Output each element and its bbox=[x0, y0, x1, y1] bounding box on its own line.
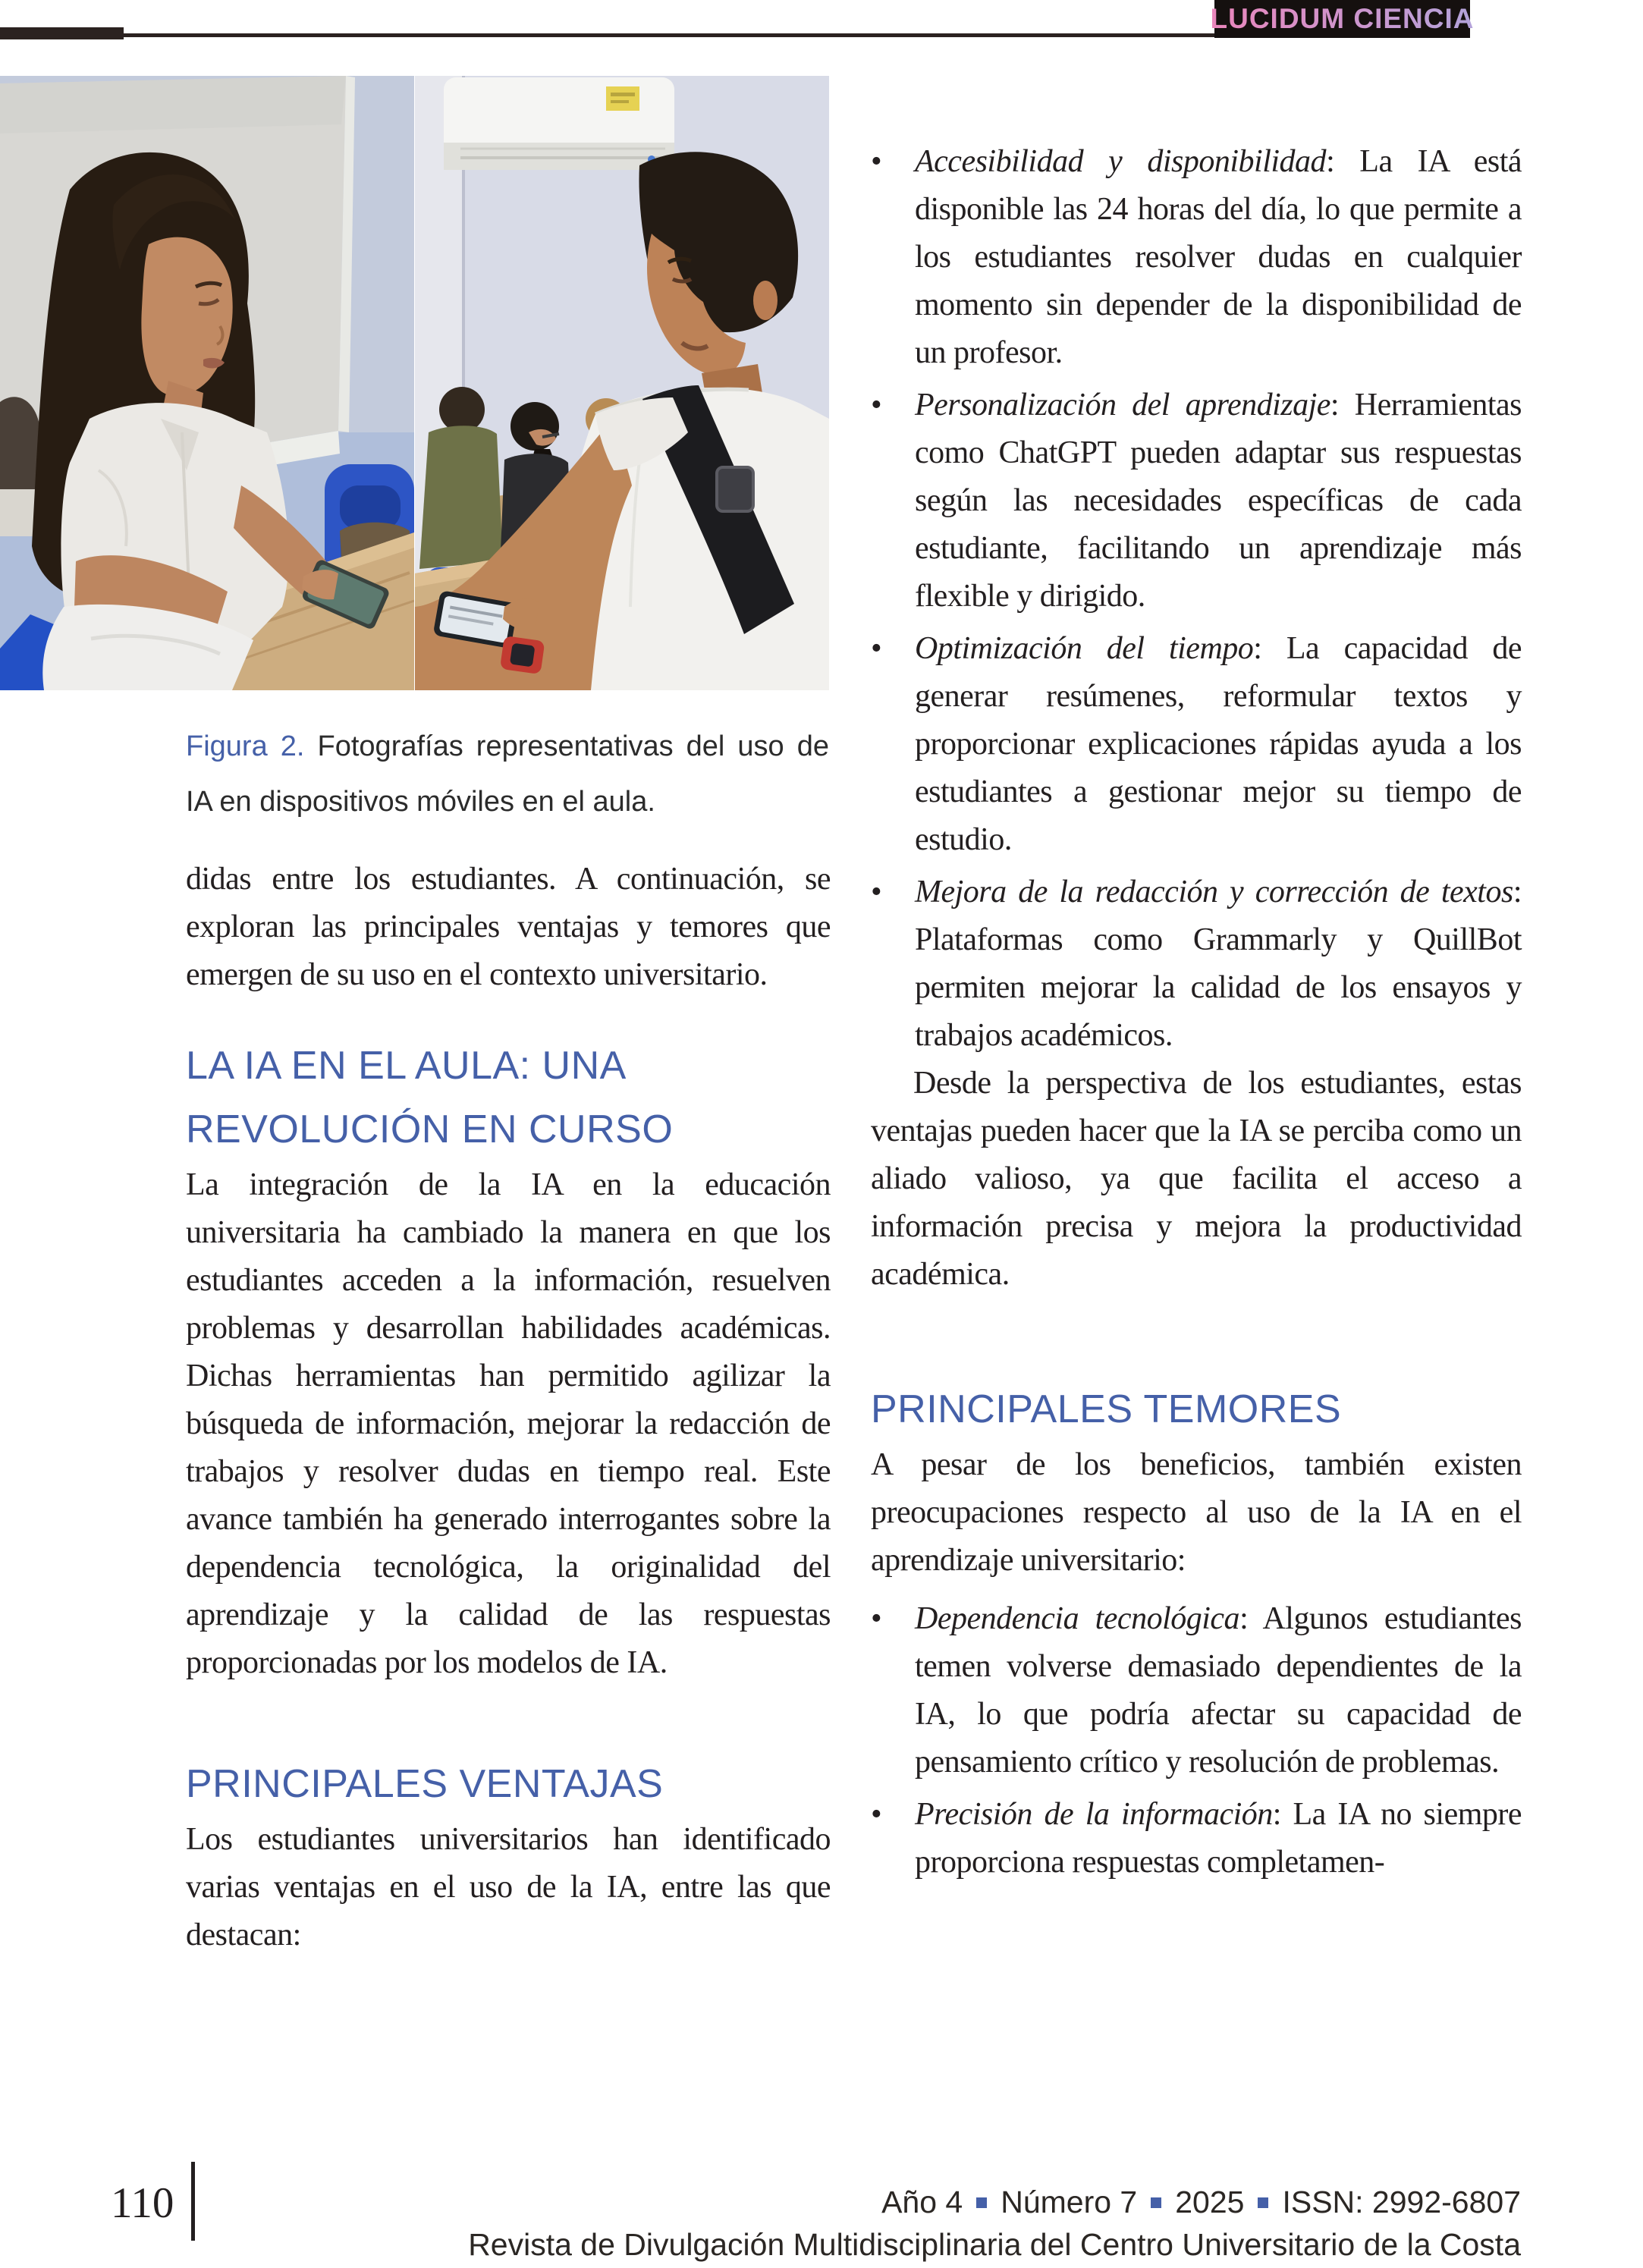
bullet-lead: Optimización del tiempo bbox=[915, 631, 1254, 666]
footer-meta-item: Número 7 bbox=[1001, 2185, 1138, 2219]
page-number: 110 bbox=[111, 2179, 174, 2227]
footer-divider bbox=[191, 2162, 195, 2241]
footer-meta-item: 2025 bbox=[1175, 2185, 1245, 2219]
list-item bbox=[871, 138, 1522, 377]
classroom-photo-left-illustration bbox=[0, 76, 414, 690]
classroom-photo-right-illustration bbox=[415, 76, 829, 690]
bullet-body: : Plataformas como Grammarly y QuillBot permiten mejorar la calidad de los ensayos y trabajos académicos. bbox=[915, 875, 1522, 1053]
journal-logo-text: LUCIDUM CIENCIA bbox=[1210, 3, 1475, 34]
footer-meta bbox=[881, 2185, 1521, 2220]
bullet-lead: Accesibilidad y disponibilidad bbox=[915, 144, 1327, 179]
separator-square-icon bbox=[1151, 2197, 1161, 2208]
section-heading: PRINCIPALES VENTAJAS bbox=[186, 1762, 664, 1806]
section-heading-line: LA IA EN EL AULA: UNA bbox=[186, 1044, 627, 1088]
figure-caption-label: Figura 2. bbox=[186, 730, 305, 762]
bullet-icon: • bbox=[871, 144, 882, 179]
list-item bbox=[871, 869, 1522, 1060]
list-item bbox=[871, 382, 1522, 620]
bullet-lead: Mejora de la redacción y corrección de textos bbox=[915, 875, 1513, 909]
separator-square-icon bbox=[976, 2197, 987, 2208]
bullet-icon: • bbox=[871, 1797, 882, 1832]
list-item bbox=[871, 1595, 1522, 1786]
figure-caption bbox=[186, 719, 829, 830]
list-item bbox=[871, 625, 1522, 864]
bullet-list bbox=[871, 1595, 1522, 1886]
bullet-text bbox=[915, 869, 1522, 1060]
bullet-list bbox=[871, 138, 1522, 1060]
bullet-lead: Dependencia tecnológica bbox=[915, 1601, 1240, 1636]
bullet-text bbox=[915, 1791, 1522, 1886]
bullet-text bbox=[915, 1595, 1522, 1786]
bullet-body: : La IA está disponible las 24 horas del día, lo que permite a los estudiantes resolver dudas en cualquier momento sin depender de la disponibilidad de un profesor. bbox=[915, 144, 1522, 370]
section-heading: PRINCIPALES TEMORES bbox=[871, 1387, 1342, 1431]
bullet-lead: Precisión de la información bbox=[915, 1797, 1273, 1832]
paragraph: didas entre los estudiantes. A continuación, se exploran las principales ventajas y temores que emergen de su uso en el contexto universitario. bbox=[186, 862, 831, 992]
footer-meta-item: Año 4 bbox=[881, 2185, 963, 2219]
figure-photo-right bbox=[415, 76, 829, 690]
separator-square-icon bbox=[1258, 2197, 1268, 2208]
figure-photo-left bbox=[0, 76, 414, 690]
bullet-body: : La IA no siempre proporciona respuestas completamen- bbox=[915, 1797, 1522, 1880]
bullet-icon: • bbox=[871, 875, 882, 909]
paragraph: La integración de la IA en la educación universitaria ha cambiado la manera en que los estudiantes acceden a la información, resuelven problemas y desarrollan habilidades académicas. Dichas herramientas han permitido agilizar la búsqueda de información, mejorar la redacción de trabajos y resolver dudas en tiempo real. Este avance también ha generado interrogantes sobre la dependencia tecnológica, la originalidad del aprendizaje y la calidad de las respuestas proporcionadas por los modelos de IA. bbox=[186, 1167, 831, 1680]
column-left bbox=[186, 856, 831, 1959]
bullet-text bbox=[915, 625, 1522, 864]
bullet-icon: • bbox=[871, 1601, 882, 1636]
bullet-lead: Personalización del aprendizaje bbox=[915, 388, 1330, 423]
footer-journal-line: Revista de Divulgación Multidisciplinaria del Centro Universitario de la Costa bbox=[468, 2227, 1521, 2262]
bullet-body: : Algunos estudiantes temen volverse demasiado dependientes de la IA, lo que podría afectar su capacidad de pensamiento crítico y resolución de problemas. bbox=[915, 1601, 1522, 1780]
bullet-icon: • bbox=[871, 388, 882, 423]
list-item bbox=[871, 1791, 1522, 1886]
footer-meta-item: ISSN: 2992-6807 bbox=[1282, 2185, 1521, 2219]
column-right bbox=[871, 138, 1522, 1886]
section-heading-line: REVOLUCIÓN EN CURSO bbox=[186, 1107, 674, 1151]
section-heading bbox=[186, 1034, 831, 1161]
bullet-text bbox=[915, 382, 1522, 620]
bullet-body: : La capacidad de generar resúmenes, reformular textos y proporcionar explicaciones rápidas ayuda a los estudiantes a gestionar mejor su tiempo de estudio. bbox=[915, 631, 1522, 857]
header-rule bbox=[0, 33, 1217, 37]
paragraph: Los estudiantes universitarios han identificado varias ventajas en el uso de la IA, entre las que destacan: bbox=[186, 1822, 831, 1952]
bullet-text bbox=[915, 138, 1522, 377]
paragraph: A pesar de los beneficios, también existen preocupaciones respecto al uso de la IA en el aprendizaje universitario: bbox=[871, 1447, 1522, 1578]
journal-logo bbox=[1210, 0, 1475, 38]
bullet-icon: • bbox=[871, 631, 882, 666]
figure-caption-text: Fotografías representativas del uso de IA en dispositivos móviles en el aula. bbox=[186, 730, 829, 818]
bullet-body: : Herramientas como ChatGPT pueden adaptar sus respuestas según las necesidades específicas de cada estudiante, facilitando un aprendizaje más flexible y dirigido. bbox=[915, 388, 1522, 614]
paragraph: Desde la perspectiva de los estudiantes, estas ventajas pueden hacer que la IA se perciba como un aliado valioso, ya que facilita el acceso a información precisa y mejora la productividad académica. bbox=[871, 1066, 1522, 1292]
